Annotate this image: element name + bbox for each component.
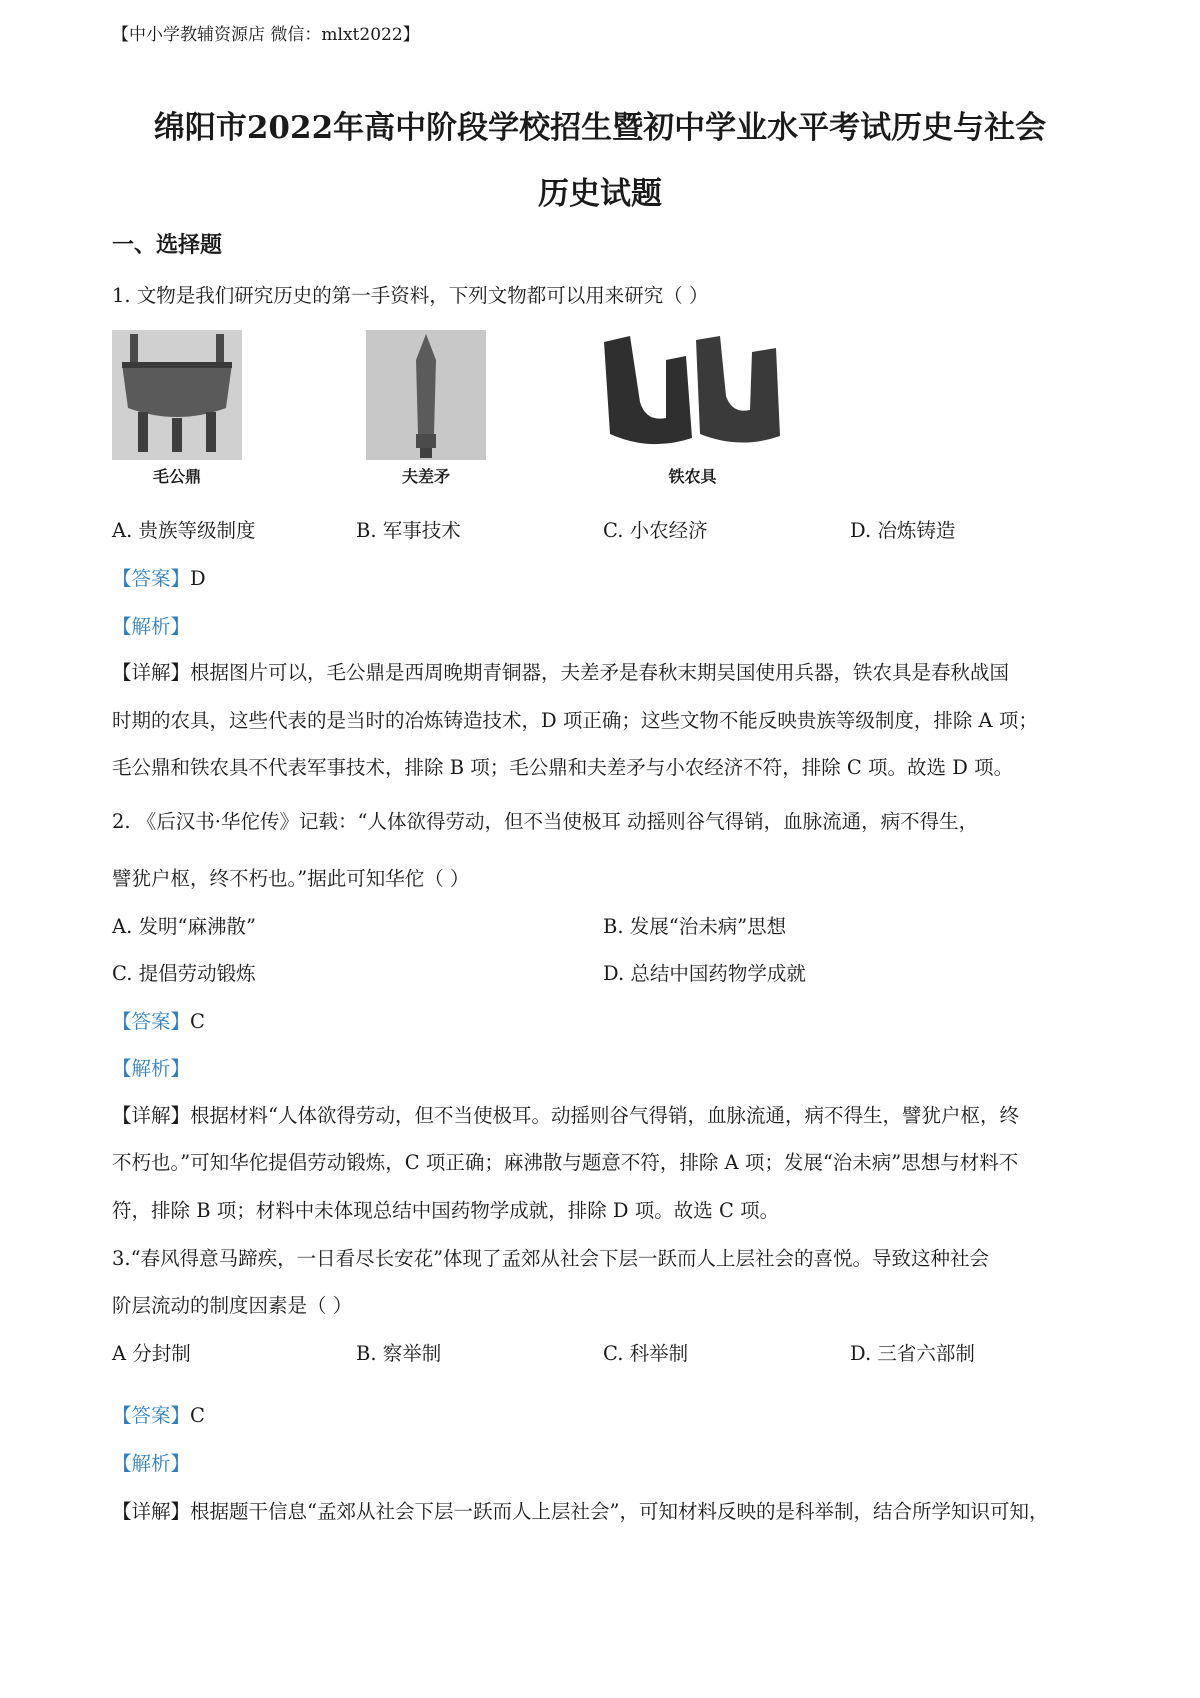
q2-analysis-tag: 【解析】 — [112, 1057, 191, 1080]
question-3-stem: 3.“春风得意马蹄疾，一日看尽长安花”体现了孟郊从社会下层一跃而人上层社会的喜悦。导致这种社会 — [112, 1247, 990, 1270]
figure-iron-tools — [600, 330, 785, 487]
q2-detail-line: 不朽也。”可知华佗提倡劳动锻炼，C 项正确；麻沸散与题意不符，排除 A 项；发展“治未病”思想与材料不 — [112, 1151, 1019, 1174]
q1-option-d: D. 冶炼铸造 — [850, 519, 956, 542]
q1-option-c: C. 小农经济 — [603, 519, 708, 542]
q1-detail-line: 毛公鼎和铁农具不代表军事技术，排除 B 项；毛公鼎和夫差矛与小农经济不符，排除 C 项。故选 D 项。 — [112, 756, 1014, 779]
q3-option-d: D. 三省六部制 — [850, 1342, 975, 1365]
q1-detail-line: 时期的农具，这些代表的是当时的冶炼铸造技术，D 项正确；这些文物不能反映贵族等级制度，排除 A 项； — [112, 709, 1038, 732]
q3-option-c: C. 科举制 — [603, 1342, 689, 1365]
q1-analysis-tag: 【解析】 — [112, 615, 191, 638]
watermark-text: 【中小学教辅资源店 微信：mlxt2022】 — [112, 25, 420, 45]
q3-answer — [112, 1400, 205, 1428]
answer-tag: 【答案】 — [112, 1404, 191, 1427]
q2-option-a: A. 发明“麻沸散” — [112, 915, 256, 938]
question-1-stem: 1. 文物是我们研究历史的第一手资料，下列文物都可以用来研究（ ） — [112, 284, 709, 307]
q2-answer — [112, 1006, 205, 1034]
exam-subtitle: 历史试题 — [538, 176, 662, 212]
figure-caption: 毛公鼎 — [152, 467, 201, 486]
q3-detail-line: 【详解】根据题干信息“孟郊从社会下层一跃而人上层社会”，可知材料反映的是科举制，结合所学知识可知， — [112, 1500, 1049, 1523]
q2-detail-line: 【详解】根据材料“人体欲得劳动，但不当使极耳。动摇则谷气得销，血脉流通，病不得生，譬犹户枢，终 — [112, 1104, 1019, 1127]
section-heading: 一、选择题 — [112, 232, 223, 258]
q3-option-a: A 分封制 — [112, 1342, 191, 1365]
iron-tool-icon — [600, 330, 785, 460]
answer-value: D — [190, 567, 206, 590]
answer-tag: 【答案】 — [112, 567, 191, 590]
q2-option-c: C. 提倡劳动锻炼 — [112, 962, 256, 985]
q2-option-b: B. 发展“治未病”思想 — [603, 915, 787, 938]
answer-value: C — [190, 1404, 205, 1427]
q1-option-a: A. 贵族等级制度 — [112, 519, 256, 542]
q3-option-b: B. 察举制 — [356, 1342, 442, 1365]
answer-value: C — [190, 1010, 205, 1033]
question-2-stem: 2. 《后汉书·华佗传》记载：“人体欲得劳动，但不当使极耳 动摇则谷气得销，血脉流通，病不得生， — [112, 810, 979, 833]
q3-analysis-tag: 【解析】 — [112, 1452, 191, 1475]
spear-icon — [366, 330, 486, 460]
figure-maogong-ding — [112, 330, 242, 487]
figure-caption: 铁农具 — [668, 467, 717, 486]
q1-option-b: B. 军事技术 — [356, 519, 461, 542]
question-2-stem-cont: 譬犹户枢，终不朽也。”据此可知华佗（ ） — [112, 867, 470, 890]
answer-tag: 【答案】 — [112, 1010, 191, 1033]
q2-option-d: D. 总结中国药物学成就 — [603, 962, 806, 985]
q2-detail-line: 符，排除 B 项；材料中未体现总结中国药物学成就，排除 D 项。故选 C 项。 — [112, 1199, 780, 1222]
q1-detail-line: 【详解】根据图片可以，毛公鼎是西周晚期青铜器，夫差矛是春秋末期吴国使用兵器，铁农具是春秋战国 — [112, 661, 1010, 684]
question-3-stem-cont: 阶层流动的制度因素是（ ） — [112, 1294, 353, 1317]
figure-caption: 夫差矛 — [401, 467, 450, 486]
exam-title: 绵阳市2022年高中阶段学校招生暨初中学业水平考试历史与社会 — [153, 110, 1047, 146]
q1-answer — [112, 563, 206, 591]
ding-cauldron-icon — [112, 330, 242, 460]
figure-fuchai-spear — [366, 330, 486, 487]
